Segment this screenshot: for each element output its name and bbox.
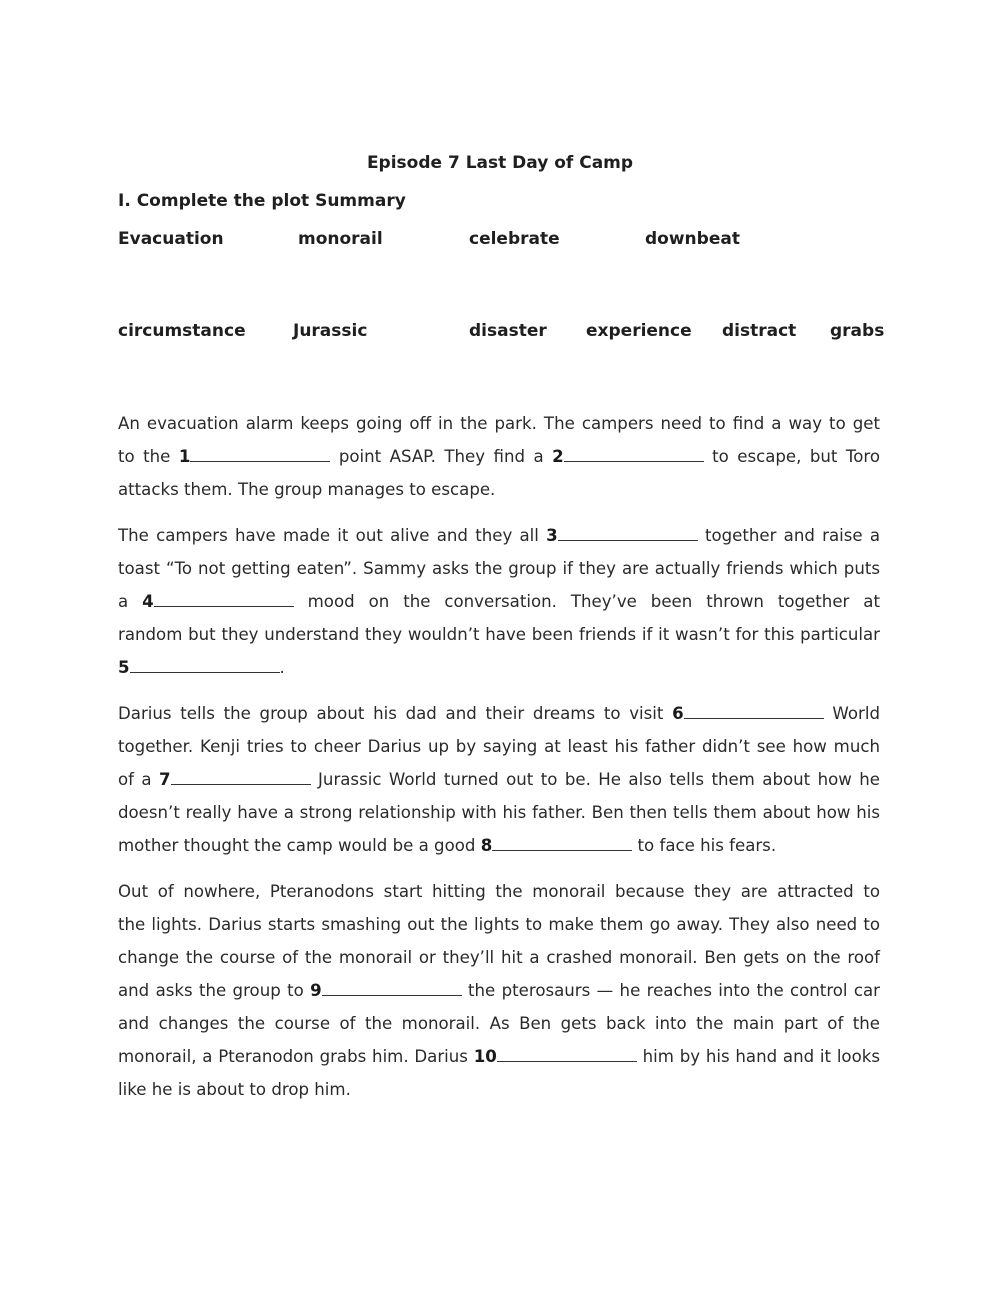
text-line: Darius tells the group about his dad and their dreams to visit 6 World: [118, 704, 880, 723]
answer-blank[interactable]: [564, 445, 704, 462]
answer-blank[interactable]: [492, 834, 632, 851]
summary-paragraph-1: [118, 407, 880, 506]
answer-blank[interactable]: [171, 768, 311, 785]
blank-number: 5: [118, 658, 130, 677]
blank-number: 1: [178, 447, 191, 466]
text-line: mother thought the camp would be a good 8 to face his fears.: [118, 836, 777, 855]
text-line: like he is about to drop him.: [118, 1080, 351, 1099]
summary-paragraph-2: [118, 519, 880, 684]
answer-blank[interactable]: [190, 445, 330, 462]
answer-blank[interactable]: [154, 590, 294, 607]
page-title: Episode 7 Last Day of Camp: [366, 153, 634, 173]
word-bank-item: disaster: [469, 321, 547, 341]
summary-paragraph-3: [118, 697, 880, 862]
text-line: attacks them. The group manages to escape.: [118, 480, 496, 499]
text-line: the lights. Darius starts smashing out the lights to make them go away. They also need to: [118, 915, 880, 934]
text-line: change the course of the monorail or they’ll hit a crashed monorail. Ben gets on the roof: [118, 948, 880, 967]
word-bank-item: celebrate: [469, 229, 560, 249]
blank-number: 6: [672, 704, 684, 723]
answer-blank[interactable]: [684, 702, 824, 719]
text-line: The campers have made it out alive and they all 3 together and raise a: [118, 526, 880, 545]
word-bank-item: downbeat: [645, 229, 740, 249]
word-bank-item: distract: [722, 321, 797, 341]
word-bank-item: experience: [586, 321, 692, 341]
text-line: Out of nowhere, Pteranodons start hitting the monorail because they are attracted to: [118, 882, 880, 901]
blank-number: 3: [546, 526, 558, 545]
text-line: toast “To not getting eaten”. Sammy asks the group if they are actually friends which puts: [118, 559, 880, 578]
text-line: An evacuation alarm keeps going off in the park. The campers need to find a way to get: [118, 414, 880, 433]
word-bank-item: monorail: [298, 229, 383, 249]
text-line: monorail, a Pteranodon grabs him. Darius 10 him by his hand and it looks: [118, 1047, 880, 1066]
word-bank-item: Evacuation: [118, 229, 224, 249]
answer-blank[interactable]: [558, 524, 698, 541]
text-line: and asks the group to 9 the pterosaurs — he reaches into the control car: [118, 981, 880, 1000]
blank-number: 10: [473, 1047, 497, 1066]
blank-number: 8: [480, 836, 493, 855]
text-line: of a 7 Jurassic World turned out to be. He also tells them about how he: [118, 770, 880, 789]
answer-blank[interactable]: [497, 1045, 637, 1062]
blank-number: 9: [310, 981, 322, 1000]
answer-blank[interactable]: [130, 656, 280, 673]
text-line: a 4 mood on the conversation. They’ve been thrown together at: [118, 592, 880, 611]
blank-number: 2: [552, 447, 564, 466]
text-line: to the 1 point ASAP. They find a 2 to escape, but Toro: [118, 447, 880, 466]
summary-paragraph-4: [118, 875, 880, 1106]
word-bank-item: grabs: [830, 321, 885, 341]
blank-number: 4: [142, 592, 154, 611]
text-line: and changes the course of the monorail. As Ben gets back into the main part of the: [118, 1014, 880, 1033]
blank-number: 7: [159, 770, 171, 789]
text-line: doesn’t really have a strong relationship with his father. Ben then tells them about how his: [118, 803, 880, 822]
section-heading: I. Complete the plot Summary: [118, 191, 406, 211]
answer-blank[interactable]: [322, 979, 462, 996]
word-bank-item: Jurassic: [293, 321, 368, 341]
word-bank-item: circumstance: [118, 321, 246, 341]
text-line: together. Kenji tries to cheer Darius up by saying at least his father didn’t see how much: [118, 737, 880, 756]
text-line: 5 .: [118, 658, 285, 677]
text-line: random but they understand they wouldn’t have been friends if it wasn’t for this particular: [118, 625, 880, 644]
